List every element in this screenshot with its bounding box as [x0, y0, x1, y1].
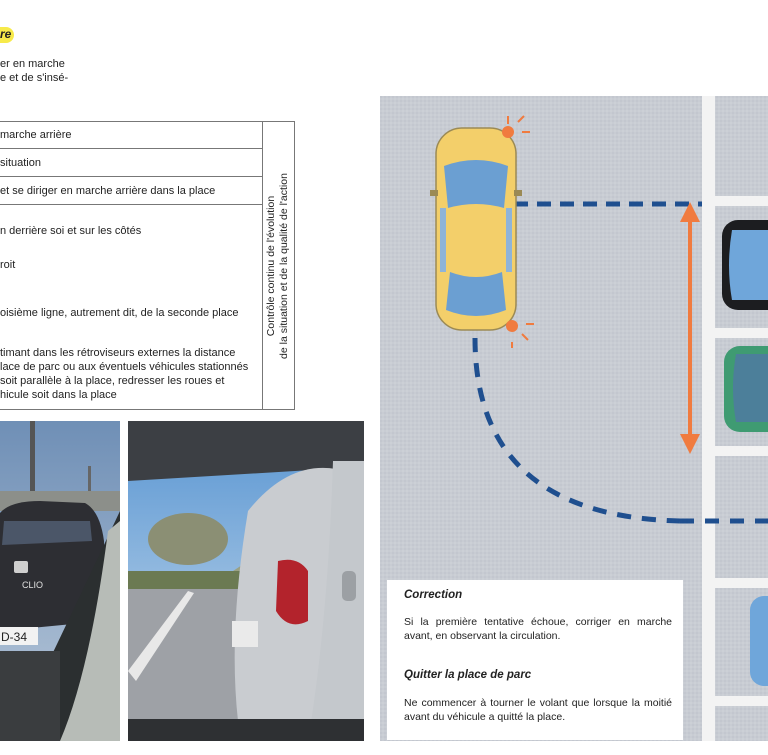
table-row [0, 177, 262, 205]
steps-column [0, 122, 263, 409]
photo-rear-car-image [0, 421, 120, 741]
section-heading: re [0, 27, 12, 41]
row-text: lace de parc ou aux éventuels véhicules stationnés [0, 361, 249, 373]
table-row [0, 149, 262, 177]
correction-title: Correction [404, 589, 463, 601]
table-row [0, 306, 262, 320]
row-text: situation [0, 157, 41, 169]
row-text: timant dans les rétroviseurs externes la distance [0, 347, 236, 359]
table-row [0, 346, 262, 402]
row-text: n derrière soi et sur les côtés [0, 225, 142, 237]
parked-car-blue [750, 596, 768, 686]
photo-rear-car [0, 421, 120, 741]
parked-car-dark [722, 220, 768, 310]
row-text: soit parallèle à la place, redresser les roues et [0, 375, 225, 387]
row-text: roit [0, 259, 16, 271]
leave-parking-text: Ne commencer à tourner le volant que lorsque la moitié avant du véhicule a quitté la place. [404, 697, 672, 723]
table-row [0, 122, 262, 149]
intro-line: e et de s'insé- [0, 72, 69, 84]
correction-box [387, 580, 683, 740]
row-text: oisième ligne, autrement dit, de la seconde place [0, 307, 239, 319]
table-row [0, 224, 262, 238]
correction-text: Si la première tentative échoue, corriger en marche avant, en observant la circulation. [404, 616, 672, 642]
vertical-line: Contrôle continu de l'évolution [265, 195, 277, 337]
car-badge: CLIO [22, 580, 44, 590]
photo-side-view [128, 421, 364, 741]
parked-car-green [724, 346, 768, 432]
intro-line: er en marche [0, 58, 65, 70]
table-row [0, 258, 262, 272]
leave-parking-title: Quitter la place de parc [404, 669, 532, 681]
photo-side-view-image [128, 421, 364, 741]
steps-table [0, 121, 295, 410]
vertical-line: de la situation et de la qualité de l'action [278, 173, 290, 359]
row-text: marche arrière [0, 129, 72, 141]
row-text: hicule soit dans la place [0, 389, 117, 401]
vertical-label [262, 122, 294, 410]
license-plate: D-34 [1, 630, 28, 644]
row-text: et se diriger en marche arrière dans la place [0, 185, 216, 197]
intro-text [0, 57, 100, 85]
